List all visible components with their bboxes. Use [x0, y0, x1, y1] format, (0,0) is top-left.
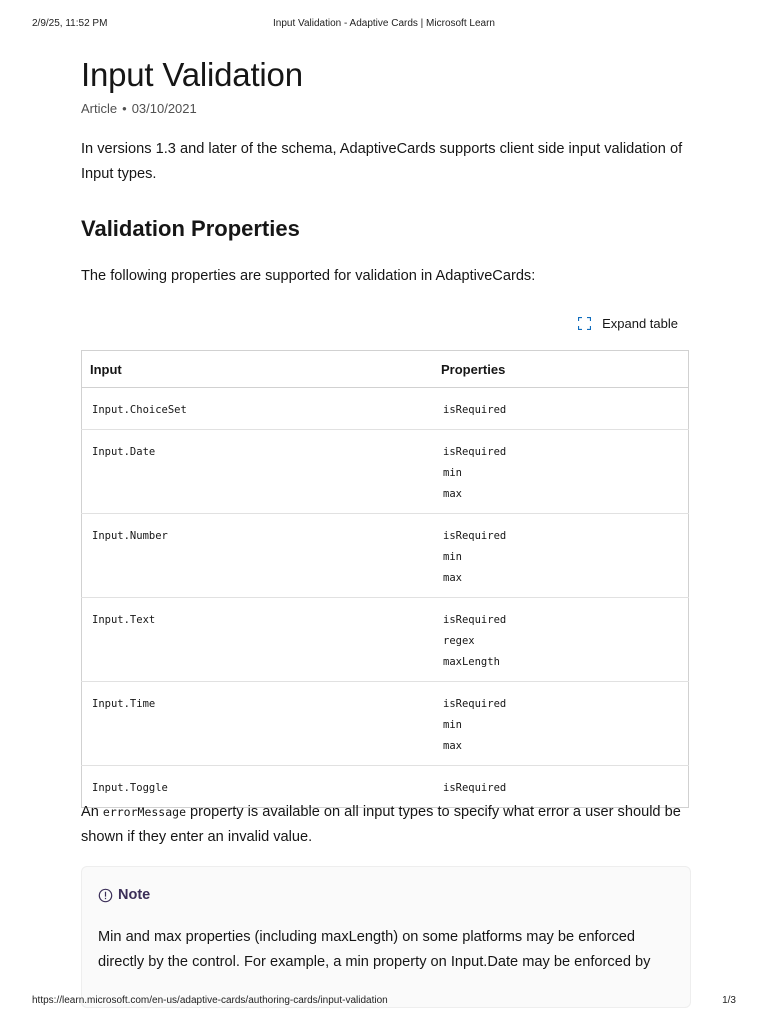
property-value: min — [443, 719, 462, 731]
table-row — [82, 682, 689, 766]
property-value: max — [443, 488, 462, 500]
property-value: isRequired — [443, 782, 507, 794]
article-type: Article — [81, 101, 118, 116]
info-circle-icon — [98, 888, 113, 903]
print-header — [32, 18, 736, 32]
expand-table-label: Expand table — [602, 316, 678, 331]
table-row — [82, 430, 689, 514]
expand-table-button[interactable] — [578, 316, 678, 331]
property-value: min — [443, 551, 462, 563]
note-heading — [98, 887, 150, 903]
property-value: min — [443, 467, 462, 479]
input-type-cell: Input.Time — [82, 682, 434, 766]
print-datetime: 2/9/25, 11:52 PM — [32, 18, 108, 29]
input-type-cell: Input.Text — [82, 598, 434, 682]
validation-properties-table — [81, 350, 689, 808]
print-page-number: 1/3 — [722, 995, 736, 1006]
article-meta — [81, 101, 197, 116]
section-title-validation-properties: Validation Properties — [81, 216, 300, 241]
print-footer — [32, 995, 736, 1009]
error-message-text-before: An — [81, 804, 103, 820]
page-title: Input Validation — [81, 56, 303, 93]
note-callout — [81, 866, 691, 1008]
error-message-code: errorMessage — [102, 805, 186, 819]
input-type-cell: Input.Date — [82, 430, 434, 514]
properties-cell — [433, 430, 689, 514]
table-row — [82, 598, 689, 682]
input-type-cell: Input.Number — [82, 514, 434, 598]
table-row — [82, 388, 689, 430]
section-intro-paragraph: The following properties are supported for validation in AdaptiveCards: — [81, 268, 536, 284]
expand-icon — [578, 317, 591, 330]
error-message-paragraph — [81, 800, 689, 850]
property-value: isRequired — [443, 698, 507, 710]
table-row — [82, 514, 689, 598]
article-date: 03/10/2021 — [131, 101, 197, 116]
input-type-cell: Input.Toggle — [82, 766, 434, 808]
property-value: isRequired — [443, 446, 507, 458]
print-page-title: Input Validation - Adaptive Cards | Microsoft Learn — [273, 18, 495, 29]
input-type-cell: Input.ChoiceSet — [82, 388, 434, 430]
property-value: isRequired — [443, 530, 507, 542]
error-message-text-after: property is available on all input types to specify what error a user should be shown if they enter an invalid value. — [81, 804, 681, 845]
property-value: regex — [443, 635, 475, 647]
property-value: maxLength — [443, 656, 500, 668]
meta-separator: • — [122, 101, 127, 116]
note-heading-label: Note — [118, 887, 151, 903]
property-value: isRequired — [443, 614, 507, 626]
property-value: isRequired — [443, 404, 507, 416]
note-text: Min and max properties (including maxLength) on some platforms may be enforced directly by the control. For example, a min property on Input.Date may be enforced by — [98, 929, 651, 970]
property-value: max — [443, 740, 462, 752]
column-header-input: Input — [82, 351, 434, 388]
property-value: max — [443, 572, 462, 584]
intro-paragraph: In versions 1.3 and later of the schema, AdaptiveCards supports client side input validation of Input types. — [81, 141, 683, 182]
table-header-row — [82, 351, 689, 388]
column-header-properties: Properties — [433, 351, 689, 388]
properties-cell — [433, 682, 689, 766]
properties-cell — [433, 598, 689, 682]
properties-cell — [433, 514, 689, 598]
print-url: https://learn.microsoft.com/en-us/adaptive-cards/authoring-cards/input-validation — [32, 995, 388, 1006]
properties-cell — [433, 388, 689, 430]
